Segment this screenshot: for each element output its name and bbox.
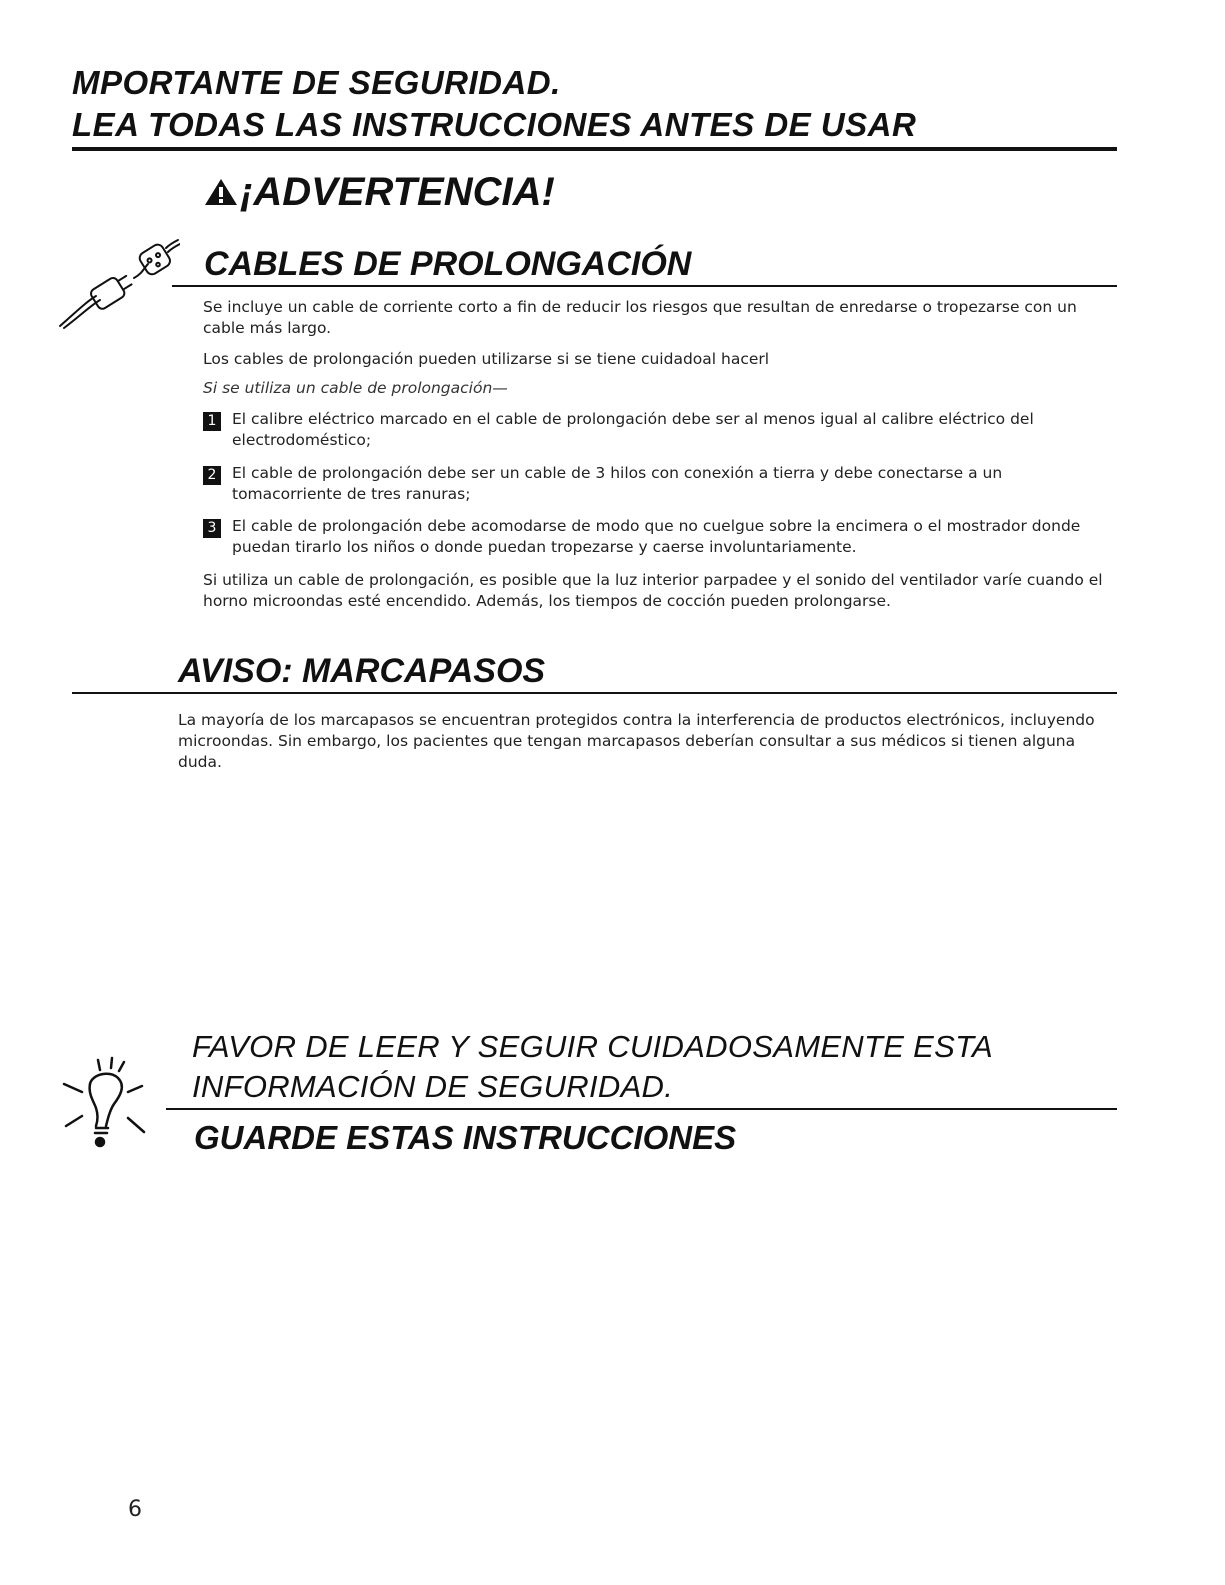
item-number-badge: 2 [203, 466, 221, 485]
section-title-pacemaker: AVISO: MARCAPASOS [178, 652, 546, 690]
list-item [203, 463, 1108, 505]
list-item [203, 516, 1108, 558]
pacemaker-text: La mayoría de los marcapasos se encuentran protegidos contra la interferencia de productos electrónicos, incluyendo microondas. Sin embargo, los pacientes que tengan marcapasos deberían consultar a sus médicos si tienen alguna duda. [178, 711, 1095, 771]
warning-triangle-icon [204, 168, 238, 220]
section-title-extension-cords: CABLES DE PROLONGACIÓN [204, 245, 692, 283]
notice-rule [166, 1108, 1117, 1110]
page-number: 6 [128, 1497, 142, 1522]
extension-cords-paragraph-2: Los cables de prolongación pueden utilizarse si se tiene cuidadoal hacerl [203, 350, 770, 368]
extension-cords-lead: Si se utiliza un cable de prolongación— [203, 379, 508, 397]
list-item-text: El cable de prolongación debe ser un cable de 3 hilos con conexión a tierra y debe conectarse a un tomacorriente de tres ranuras; [232, 464, 1003, 503]
item-number-badge: 3 [203, 519, 221, 538]
warning-title-text: ¡ADVERTENCIA! [240, 170, 555, 214]
save-instructions-title: GUARDE ESTAS INSTRUCCIONES [194, 1119, 737, 1156]
extension-cords-closing: Si utiliza un cable de prolongación, es posible que la luz interior parpadee y el sonido del ventilador varíe cuando el horno microondas esté encendido. Además, los tiempos de cocción pueden prolongarse. [203, 571, 1103, 610]
read-follow-line-1: FAVOR DE LEER Y SEGUIR CUIDADOSAMENTE ESTA [192, 1029, 993, 1064]
item-number-badge: 1 [203, 412, 221, 431]
list-item-text: El calibre eléctrico marcado en el cable de prolongación debe ser al menos igual al calibre eléctrico del electrodoméstico; [232, 410, 1034, 449]
list-item [203, 409, 1108, 451]
page-heading [72, 62, 916, 146]
extension-cords-paragraph-1: Se incluye un cable de corriente corto a fin de reducir los riesgos que resultan de enredarse o tropezarse con un cable más largo. [203, 298, 1077, 337]
section-rule-extension-cords [172, 285, 1117, 287]
heading-line-2: LEA TODAS LAS INSTRUCCIONES ANTES DE USAR [72, 106, 917, 143]
read-follow-line-2: INFORMACIÓN DE SEGURIDAD. [192, 1069, 674, 1104]
warning-title [204, 166, 555, 220]
list-item-text: El cable de prolongación debe acomodarse de modo que no cuelgue sobre la encimera o el mostrador donde puedan tirarlo los niños o donde puedan tropezarse y caerse involuntariamente. [232, 517, 1081, 556]
heading-line-1: MPORTANTE DE SEGURIDAD. [72, 64, 561, 101]
plug-cord-icon [56, 238, 180, 330]
section-rule-pacemaker [72, 692, 1117, 694]
header-rule [72, 147, 1117, 151]
lightbulb-icon [60, 1056, 164, 1160]
